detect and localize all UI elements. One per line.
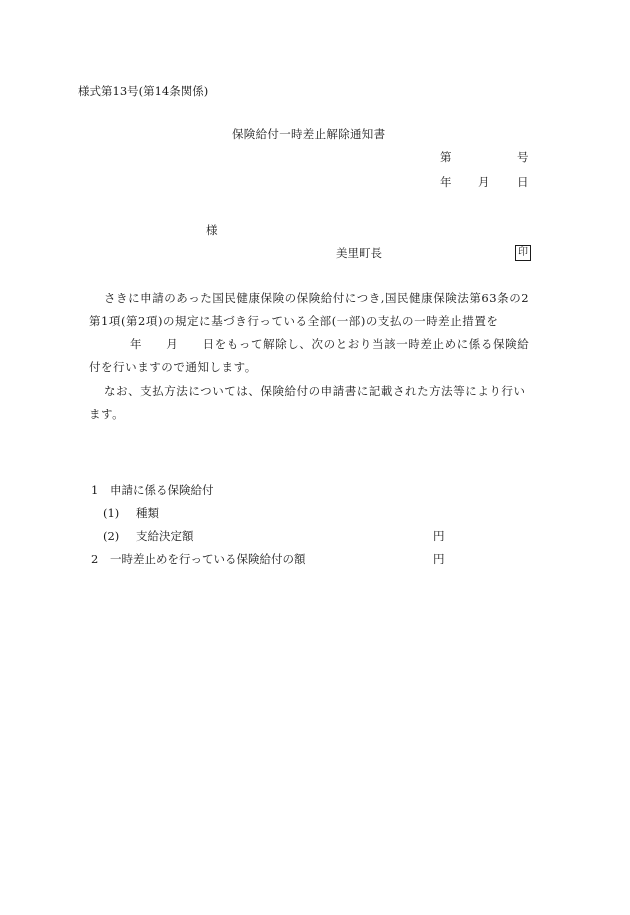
item-unit: 円 xyxy=(433,552,445,566)
paragraph-line-4: 付を行いますので通知します。 xyxy=(89,360,257,374)
date-year: 年 xyxy=(440,175,452,189)
item-label: 支給決定額 xyxy=(136,529,194,543)
item-unit: 円 xyxy=(433,529,445,543)
addressee-suffix: 様 xyxy=(206,223,218,237)
item-number: 1 xyxy=(91,483,99,497)
item-number: (2) xyxy=(103,529,120,543)
date-month: 月 xyxy=(478,175,490,189)
issuer-name: 美里町長 xyxy=(336,246,382,260)
number-prefix: 第 xyxy=(440,150,452,164)
item-label: 一時差止めを行っている保険給付の額 xyxy=(110,552,306,566)
paragraph-line-2: 第1項(第2項)の規定に基づき行っている全部(一部)の支払の一時差止措置を xyxy=(89,314,499,328)
document-title: 保険給付一時差止解除通知書 xyxy=(232,127,386,141)
number-suffix: 号 xyxy=(517,150,529,164)
item-number: 2 xyxy=(91,552,99,566)
seal-stamp: 印 xyxy=(515,245,531,261)
item-label: 種類 xyxy=(136,506,159,520)
item-number: (1) xyxy=(103,506,120,520)
paragraph-line-6: ます。 xyxy=(89,407,125,421)
form-label: 様式第13号(第14条関係) xyxy=(78,84,209,98)
paragraph-line-1: さきに申請のあった国民健康保険の保険給付につき,国民健康保険法第63条の2 xyxy=(104,291,530,305)
item-label: 申請に係る保険給付 xyxy=(110,483,214,497)
paragraph-line-5: なお、支払方法については、保険給付の申請書に記載された方法等により行い xyxy=(104,384,526,398)
date-day: 日 xyxy=(517,175,529,189)
paragraph-line-3: 年 月 日をもって解除し、次のとおり当該一時差止めに係る保険給 xyxy=(130,337,530,351)
